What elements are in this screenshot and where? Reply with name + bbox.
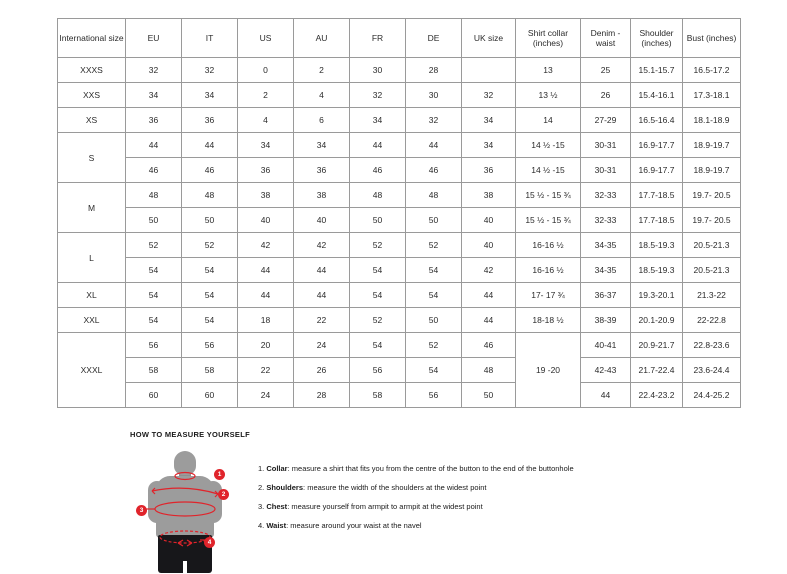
size-label-cell: XXXL <box>58 333 126 408</box>
table-cell: 30 <box>350 58 406 83</box>
table-cell: 36 <box>462 158 516 183</box>
table-cell: 52 <box>406 233 462 258</box>
column-header-shoulder: Shoulder (inches) <box>631 19 683 58</box>
table-cell: 48 <box>126 183 182 208</box>
table-cell: 16-16 ½ <box>516 233 581 258</box>
table-cell: 36-37 <box>581 283 631 308</box>
table-cell: 50 <box>406 308 462 333</box>
size-label-cell: XL <box>58 283 126 308</box>
table-cell: 30 <box>406 83 462 108</box>
table-cell: 38 <box>294 183 350 208</box>
table-cell: 58 <box>126 358 182 383</box>
instruction-text: : measure a shirt that fits you from the centre of the button to the end of the buttonhole <box>287 464 574 473</box>
table-cell: 18.5-19.3 <box>631 233 683 258</box>
table-cell: 20.5-21.3 <box>683 258 741 283</box>
table-cell: 13 ½ <box>516 83 581 108</box>
table-cell: 19.7- 20.5 <box>683 183 741 208</box>
table-cell: 44 <box>182 133 238 158</box>
table-cell: 19.3-20.1 <box>631 283 683 308</box>
table-row <box>58 258 741 283</box>
table-cell: 44 <box>350 133 406 158</box>
size-chart-table <box>57 18 741 408</box>
table-row <box>58 333 741 358</box>
table-cell: 54 <box>350 258 406 283</box>
column-header-us: US <box>238 19 294 58</box>
table-cell: 54 <box>126 283 182 308</box>
table-cell: 30-31 <box>581 158 631 183</box>
table-cell: 54 <box>126 258 182 283</box>
table-cell: 52 <box>182 233 238 258</box>
table-cell: 48 <box>406 183 462 208</box>
table-cell: 36 <box>238 158 294 183</box>
table-cell: 36 <box>182 108 238 133</box>
table-cell: 46 <box>126 158 182 183</box>
table-cell: 36 <box>126 108 182 133</box>
table-cell: 24 <box>238 383 294 408</box>
table-cell: 58 <box>350 383 406 408</box>
table-cell: 22 <box>294 308 350 333</box>
column-header-de: DE <box>406 19 462 58</box>
table-cell: 50 <box>462 383 516 408</box>
instruction-term: Shoulders <box>266 483 304 492</box>
size-label-cell: XXL <box>58 308 126 333</box>
table-cell: 44 <box>581 383 631 408</box>
column-header-bust: Bust (inches) <box>683 19 741 58</box>
table-row <box>58 308 741 333</box>
table-cell: 22-22.8 <box>683 308 741 333</box>
table-header <box>58 19 741 58</box>
size-label-cell: XXS <box>58 83 126 108</box>
table-cell: 40-41 <box>581 333 631 358</box>
table-cell: 54 <box>182 258 238 283</box>
table-cell: 14 ½ -15 <box>516 133 581 158</box>
table-cell: 46 <box>462 333 516 358</box>
table-cell: 56 <box>182 333 238 358</box>
table-cell: 23.6-24.4 <box>683 358 741 383</box>
how-to-measure-section <box>130 430 770 574</box>
table-cell: 54 <box>350 283 406 308</box>
table-cell: 17.7-18.5 <box>631 208 683 233</box>
table-cell: 24 <box>294 333 350 358</box>
table-cell: 40 <box>462 208 516 233</box>
table-cell: 44 <box>238 258 294 283</box>
table-cell: 42 <box>294 233 350 258</box>
instruction-text: : measure yourself from armpit to armpit at the widest point <box>287 502 483 511</box>
table-cell: 46 <box>350 158 406 183</box>
table-cell: 34 <box>462 108 516 133</box>
table-cell: 32 <box>462 83 516 108</box>
table-row <box>58 358 741 383</box>
table-cell: 24.4-25.2 <box>683 383 741 408</box>
table-cell: 28 <box>406 58 462 83</box>
table-cell: 42 <box>238 233 294 258</box>
table-cell: 32 <box>182 58 238 83</box>
measure-instructions-list <box>258 449 574 535</box>
table-cell: 54 <box>406 283 462 308</box>
table-cell: 17.7-18.5 <box>631 183 683 208</box>
table-cell: 38-39 <box>581 308 631 333</box>
table-cell: 42 <box>462 258 516 283</box>
table-cell: 26 <box>581 83 631 108</box>
table-cell: 34 <box>182 83 238 108</box>
table-cell: 14 ½ -15 <box>516 158 581 183</box>
size-label-cell: L <box>58 233 126 283</box>
table-cell: 30-31 <box>581 133 631 158</box>
table-cell: 50 <box>182 208 238 233</box>
table-cell: 56 <box>350 358 406 383</box>
column-header-shirt-collar: Shirt collar (inches) <box>516 19 581 58</box>
table-cell: 44 <box>126 133 182 158</box>
table-cell: 54 <box>350 333 406 358</box>
table-cell: 4 <box>238 108 294 133</box>
table-cell: 56 <box>126 333 182 358</box>
column-header-fr: FR <box>350 19 406 58</box>
table-cell: 16.9-17.7 <box>631 133 683 158</box>
table-cell: 4 <box>294 83 350 108</box>
table-cell: 46 <box>182 158 238 183</box>
table-cell: 28 <box>294 383 350 408</box>
table-cell: 40 <box>238 208 294 233</box>
table-cell: 14 <box>516 108 581 133</box>
table-cell: 52 <box>406 333 462 358</box>
table-cell: 54 <box>182 283 238 308</box>
instruction-number: 2. <box>258 483 267 492</box>
table-cell: 32 <box>126 58 182 83</box>
table-row <box>58 58 741 83</box>
table-cell: 38 <box>238 183 294 208</box>
table-cell: 48 <box>182 183 238 208</box>
body-figure-illustration <box>130 449 240 574</box>
instruction-term: Waist <box>266 521 287 530</box>
table-cell: 15 ½ - 15 ¾ <box>516 183 581 208</box>
column-header-au: AU <box>294 19 350 58</box>
table-cell <box>462 58 516 83</box>
table-cell: 22 <box>238 358 294 383</box>
table-cell: 46 <box>406 158 462 183</box>
table-cell: 2 <box>238 83 294 108</box>
table-cell: 44 <box>294 283 350 308</box>
table-cell: 20.1-20.9 <box>631 308 683 333</box>
table-cell: 32-33 <box>581 208 631 233</box>
table-row <box>58 133 741 158</box>
table-cell: 38 <box>462 183 516 208</box>
table-cell: 34 <box>462 133 516 158</box>
table-cell: 18 <box>238 308 294 333</box>
table-cell: 52 <box>350 308 406 333</box>
measure-instruction-1 <box>258 459 574 478</box>
table-cell: 15.1-15.7 <box>631 58 683 83</box>
table-cell: 19 -20 <box>516 333 581 408</box>
table-cell: 21.3-22 <box>683 283 741 308</box>
table-cell: 18.9-19.7 <box>683 158 741 183</box>
column-header-eu: EU <box>126 19 182 58</box>
table-cell: 34-35 <box>581 258 631 283</box>
table-cell: 44 <box>462 283 516 308</box>
table-cell: 6 <box>294 108 350 133</box>
table-row <box>58 233 741 258</box>
table-cell: 17- 17 ¾ <box>516 283 581 308</box>
table-cell: 40 <box>294 208 350 233</box>
table-cell: 16.5-17.2 <box>683 58 741 83</box>
measure-instruction-3 <box>258 497 574 516</box>
table-cell: 15.4-16.1 <box>631 83 683 108</box>
table-row <box>58 108 741 133</box>
table-cell: 34-35 <box>581 233 631 258</box>
table-cell: 44 <box>406 133 462 158</box>
table-cell: 42-43 <box>581 358 631 383</box>
table-cell: 44 <box>294 258 350 283</box>
badge-3-chest: 3 <box>136 505 147 516</box>
size-label-cell: M <box>58 183 126 233</box>
table-cell: 60 <box>126 383 182 408</box>
table-cell: 18-18 ½ <box>516 308 581 333</box>
table-cell: 44 <box>462 308 516 333</box>
table-cell: 0 <box>238 58 294 83</box>
table-cell: 60 <box>182 383 238 408</box>
measure-instruction-2 <box>258 478 574 497</box>
table-cell: 2 <box>294 58 350 83</box>
measure-instruction-4 <box>258 516 574 535</box>
table-body <box>58 58 741 408</box>
table-row <box>58 183 741 208</box>
column-header-it: IT <box>182 19 238 58</box>
table-row <box>58 208 741 233</box>
table-cell: 22.8-23.6 <box>683 333 741 358</box>
table-cell: 21.7-22.4 <box>631 358 683 383</box>
table-cell: 20 <box>238 333 294 358</box>
table-cell: 54 <box>406 358 462 383</box>
table-cell: 18.5-19.3 <box>631 258 683 283</box>
table-cell: 32 <box>406 108 462 133</box>
table-header-row <box>58 19 741 58</box>
table-cell: 40 <box>462 233 516 258</box>
table-cell: 52 <box>126 233 182 258</box>
table-row <box>58 83 741 108</box>
table-cell: 50 <box>406 208 462 233</box>
table-cell: 16-16 ½ <box>516 258 581 283</box>
table-cell: 16.9-17.7 <box>631 158 683 183</box>
table-cell: 34 <box>126 83 182 108</box>
table-cell: 58 <box>182 358 238 383</box>
instruction-number: 1. <box>258 464 267 473</box>
table-cell: 13 <box>516 58 581 83</box>
table-cell: 20.5-21.3 <box>683 233 741 258</box>
instruction-term: Chest <box>266 502 288 511</box>
table-cell: 52 <box>350 233 406 258</box>
how-to-measure-title: HOW TO MEASURE YOURSELF <box>130 430 250 439</box>
table-cell: 26 <box>294 358 350 383</box>
column-header-uk-size: UK size <box>462 19 516 58</box>
badge-4-waist: 4 <box>204 537 215 548</box>
table-row <box>58 283 741 308</box>
table-cell: 22.4-23.2 <box>631 383 683 408</box>
column-header-international-size: International size <box>58 19 126 58</box>
table-cell: 50 <box>126 208 182 233</box>
table-cell: 27-29 <box>581 108 631 133</box>
table-cell: 54 <box>126 308 182 333</box>
size-label-cell: XS <box>58 108 126 133</box>
table-cell: 54 <box>406 258 462 283</box>
table-cell: 44 <box>238 283 294 308</box>
table-cell: 16.5-16.4 <box>631 108 683 133</box>
table-cell: 50 <box>350 208 406 233</box>
table-row <box>58 383 741 408</box>
table-cell: 15 ½ - 15 ¾ <box>516 208 581 233</box>
size-label-cell: XXXS <box>58 58 126 83</box>
table-cell: 48 <box>462 358 516 383</box>
table-cell: 34 <box>294 133 350 158</box>
instruction-number: 3. <box>258 502 267 511</box>
table-cell: 34 <box>238 133 294 158</box>
table-cell: 32-33 <box>581 183 631 208</box>
table-cell: 17.3-18.1 <box>683 83 741 108</box>
table-cell: 54 <box>182 308 238 333</box>
table-cell: 25 <box>581 58 631 83</box>
table-row <box>58 158 741 183</box>
column-header-denim-waist: Denim - waist <box>581 19 631 58</box>
table-cell: 18.1-18.9 <box>683 108 741 133</box>
table-cell: 56 <box>406 383 462 408</box>
badge-1-collar: 1 <box>214 469 225 480</box>
instruction-number: 4. <box>258 521 267 530</box>
table-cell: 19.7- 20.5 <box>683 208 741 233</box>
badge-2-shoulders: 2 <box>218 489 229 500</box>
instruction-text: : measure the width of the shoulders at the widest point <box>303 483 487 492</box>
table-cell: 36 <box>294 158 350 183</box>
table-cell: 32 <box>350 83 406 108</box>
instruction-text: : measure around your waist at the navel <box>286 521 422 530</box>
size-label-cell: S <box>58 133 126 183</box>
table-cell: 48 <box>350 183 406 208</box>
table-cell: 34 <box>350 108 406 133</box>
table-cell: 20.9-21.7 <box>631 333 683 358</box>
instruction-term: Collar <box>266 464 288 473</box>
table-cell: 18.9-19.7 <box>683 133 741 158</box>
